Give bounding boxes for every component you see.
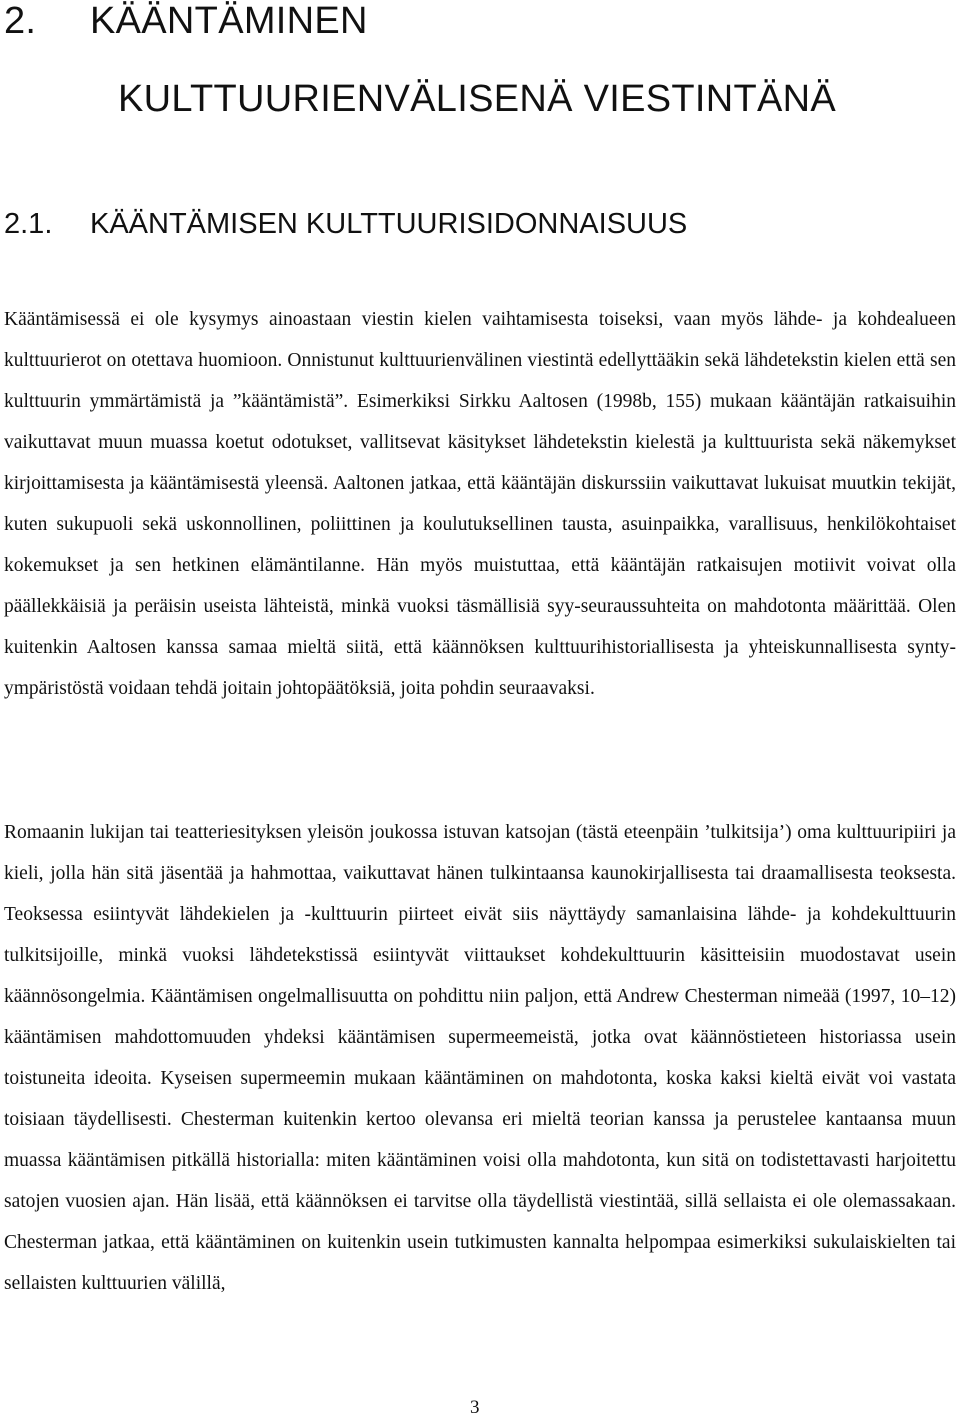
section-heading bbox=[4, 210, 687, 239]
chapter-heading bbox=[4, 2, 368, 40]
chapter-title-line2: KULTTUURIENVÄLISENÄ VIESTINTÄNÄ bbox=[118, 78, 837, 120]
chapter-number: 2. bbox=[4, 0, 37, 42]
body-paragraph: Kääntämisessä ei ole kysymys ainoastaan viestin kielen vaihtamisesta toiseksi, vaan myös lähde- ja kohdealueen kulttuurierot on otettava huomioon. Onnistunut kulttuurienvälinen viestintä edellyttääkin sekä lähdetekstin kielen että sen kulttuurin ymmärtämistä ja ”kääntämistä”. Esimerkiksi Sirkku Aaltosen (1998b, 155) mukaan kääntäjän ratkaisuihin vaikuttavat muun muassa koetut odotukset, vallitsevat käsitykset lähdetekstin kielestä ja kulttuurista sekä näkemykset kirjoittamisesta ja kääntämisestä yleensä. Aaltonen jatkaa, että kääntäjän diskurssiin vaikuttavat lukuisat muutkin tekijät, kuten sukupuoli sekä uskonnollinen, poliittinen ja koulutuksellinen tausta, asuinpaikka, varallisuus, henkilökohtaiset kokemukset ja sen hetkinen elämäntilanne. Hän myös muistuttaa, että kääntäjän ratkaisujen motiivit voivat olla päällekkäisiä ja peräisin useista lähteistä, minkä vuoksi täsmällisiä syy-seuraussuhteita on mahdotonta määrittää. Olen kuitenkin Aaltosen kanssa samaa mieltä siitä, että käännöksen kulttuurihistoriallisesta ja yhteiskunnallisesta synty-ympäristöstä voidaan tehdä joitain johtopäätöksiä, joita pohdin seuraavaksi. bbox=[4, 309, 956, 699]
section-title: KÄÄNTÄMISEN KULTTUURISIDONNAISUUS bbox=[90, 208, 688, 240]
page-number: 3 bbox=[470, 1397, 480, 1418]
chapter-title-line1: KÄÄNTÄMINEN bbox=[90, 0, 368, 42]
section-number: 2.1. bbox=[4, 208, 53, 240]
body-paragraph: Romaanin lukijan tai teatteriesityksen yleisön joukossa istuvan katsojan (tästä eteenpäin ’tulkitsija’) oma kulttuuripiiri ja kieli, jolla hän sitä jäsentää ja hahmottaa, vaikuttavat hänen tulkintaansa kaunokirjallisesta tai draamallisesta teoksesta. Teoksessa esiintyvät lähdekielen ja -kulttuurin piirteet eivät siis näyttäydy samanlaisina lähde- ja kohdekulttuurin tulkitsijoille, minkä vuoksi lähdetekstissä esiintyvät viittaukset kohdekulttuurin käsitteisiin muodostavat usein käännösongelmia. Kääntämisen ongelmallisuutta on pohdittu niin paljon, että Andrew Chesterman nimeää (1997, 10–12) kääntämisen mahdottomuuden yhdeksi kääntämisen supermeemeistä, jotka ovat käännöstieteen historiassa usein toistuneita ideoita. Kyseisen supermeemin mukaan kääntäminen on mahdotonta, koska kaksi kieltä eivät voi vastata toisiaan täydellisesti. Chesterman kuitenkin kertoo olevansa eri mieltä teorian kanssa ja perustelee kantaansa muun muassa kääntämisen pitkällä historialla: miten kääntäminen voisi olla mahdotonta, kun sitä on todistettavasti harjoitettu satojen vuosien ajan. Hän lisää, että käännöksen ei tarvitse olla täydellistä viestintää, sillä sellaista ei ole olemassakaan. Chesterman jatkaa, että kääntäminen on kuitenkin usein tutkimusten kannalta helpompaa esimerkiksi sukulaiskielten tai sellaisten kulttuurien välillä, bbox=[4, 822, 956, 1294]
